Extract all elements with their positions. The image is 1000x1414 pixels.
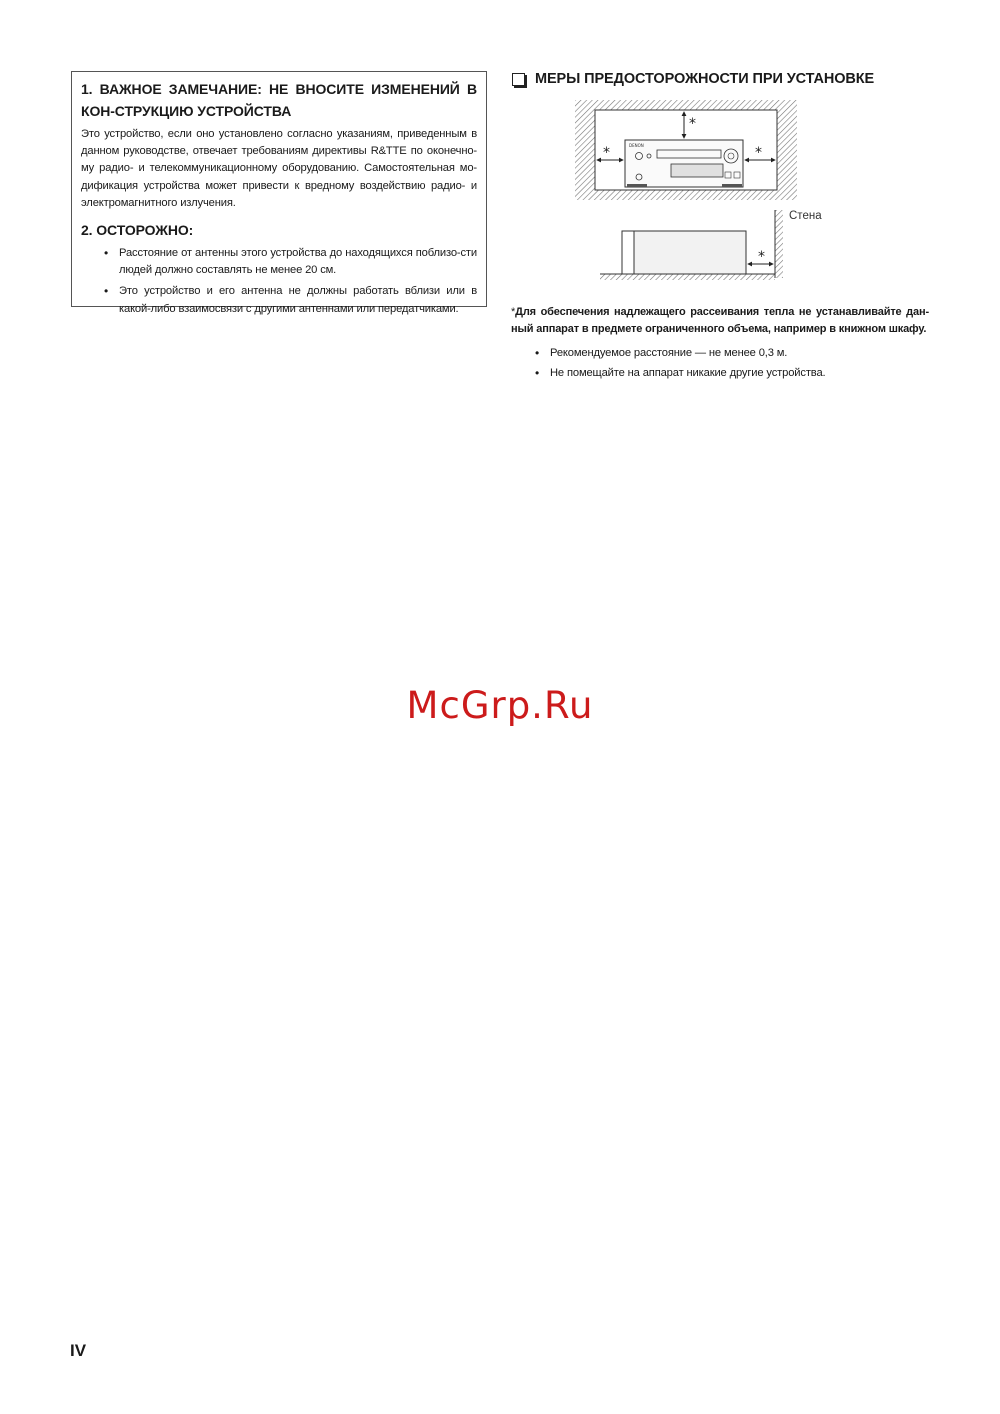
section-title-text: МЕРЫ ПРЕДОСТОРОЖНОСТИ ПРИ УСТАНОВКЕ <box>535 71 875 87</box>
side-view <box>600 210 783 280</box>
installation-section <box>511 66 929 92</box>
brand-label: DENON <box>629 143 644 148</box>
section-title <box>511 66 929 92</box>
list-item: • Расстояние от антенны этого устройства до находящихся поблизо-сти людей должно составлять не менее 20 см. <box>81 245 477 279</box>
paragraph-rtte-compliance: Это устройство, если оно установлено согласно указаниям, приведенным в данном руководстве, отвечает требованиям директивы R&TTE по оконечно-му радио- и телекоммуникационному оборудованию. Самостоятельная мо-дификация устройства может привести к вредному воздействию радио- и электромагнитного излучения. <box>81 128 477 209</box>
watermark: McGrp.Ru <box>406 684 594 727</box>
list-item: • Это устройство и его антенна не должны работать вблизи или в какой-либо взаимосвязи с другими антеннами или передатчиками. <box>81 283 477 317</box>
checkbox-icon <box>512 73 525 86</box>
caution-list <box>81 245 477 318</box>
notice-box <box>71 71 487 315</box>
top-view <box>575 100 797 200</box>
heading-caution: 2. ОСТОРОЖНО: <box>81 222 194 239</box>
list-item: • Не помещайте на аппарат никакие другие устройства. <box>511 365 929 382</box>
asterisk-right: * <box>755 145 762 161</box>
wall-label: Стена <box>789 210 822 222</box>
asterisk-top: * <box>689 116 696 132</box>
heading-modification-warning: 1. ВАЖНОЕ ЗАМЕЧАНИЕ: НЕ ВНОСИТЕ ИЗМЕНЕНИЙ В КОН-СТРУКЦИЮ УСТРОЙСТВА <box>81 81 477 119</box>
list-item: • Рекомендуемое расстояние — не менее 0,3 м. <box>511 345 929 362</box>
page-number: IV <box>70 1341 87 1360</box>
installation-clearance-diagram <box>575 100 835 280</box>
note-text: Для обеспечения надлежащего рассеивания тепла не устанавливайте дан-ный аппарат в предмете ограниченного объема, например в книжном шкафу. <box>511 306 929 335</box>
installation-tips-list <box>511 345 929 382</box>
heat-dissipation-note <box>511 304 929 338</box>
note-asterisk: * <box>511 306 516 318</box>
asterisk-wall: * <box>758 249 765 265</box>
device-front <box>625 140 743 187</box>
installation-tips <box>511 341 929 385</box>
asterisk-left: * <box>603 145 610 161</box>
